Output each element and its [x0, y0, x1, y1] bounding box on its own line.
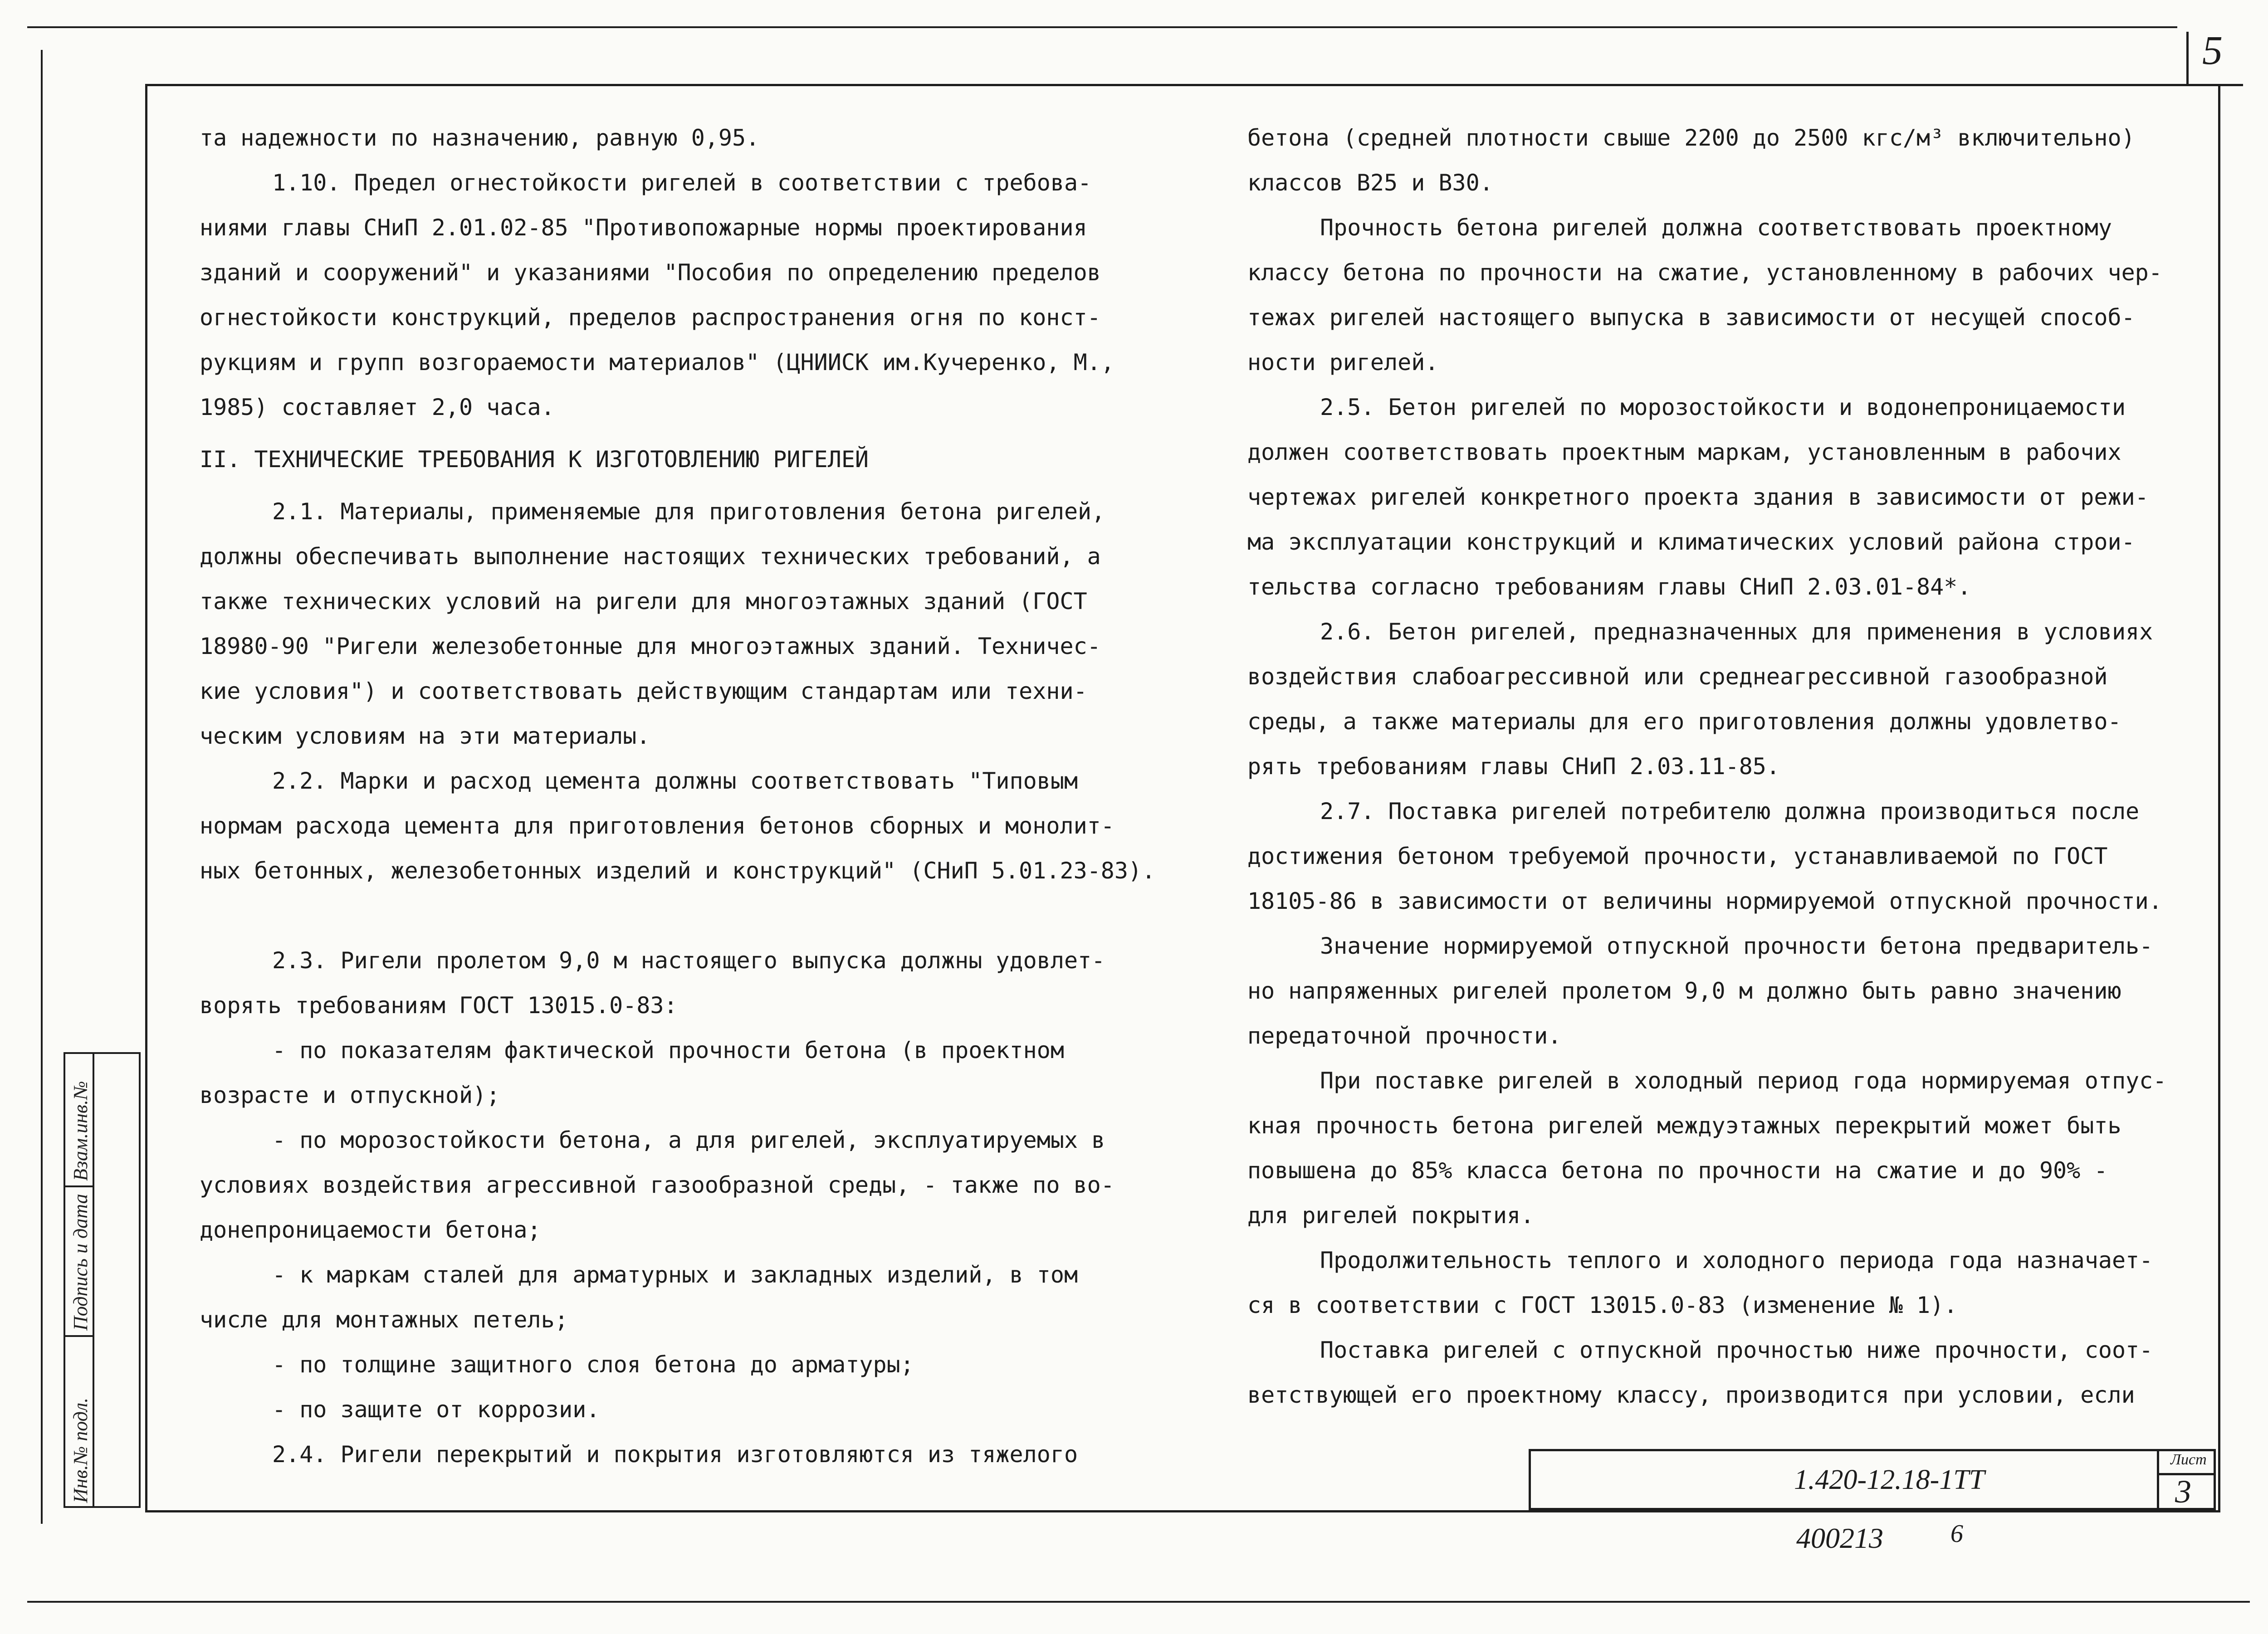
- title-block-divider: [2157, 1451, 2159, 1510]
- text-line: классу бетона по прочности на сжатие, установленному в рабочих чер-: [1247, 259, 2162, 286]
- side-stamp-inv: Инв.№ подл.: [69, 1397, 92, 1503]
- text-line: ся в соответствии с ГОСТ 13015.0-83 (изменение № 1).: [1247, 1292, 1958, 1318]
- archive-page: 6: [1950, 1520, 1963, 1548]
- text-line: ных бетонных, железобетонных изделий и конструкций" (СНиП 5.01.23-83).: [200, 858, 1156, 884]
- text-line: ворять требованиям ГОСТ 13015.0-83:: [200, 992, 678, 1019]
- title-block: [1529, 1449, 2216, 1510]
- text-line: - по толщине защитного слоя бетона до арматуры;: [272, 1351, 914, 1378]
- side-stamp-replace: Взам.инв.№: [69, 1081, 92, 1181]
- text-line: донепроницаемости бетона;: [200, 1217, 541, 1243]
- page-number: 5: [2202, 28, 2223, 73]
- text-line: - по защите от коррозии.: [272, 1396, 600, 1423]
- archive-code: 400213: [1796, 1522, 1883, 1554]
- text-line: достижения бетоном требуемой прочности, устанавливаемой по ГОСТ: [1247, 843, 2108, 869]
- text-line: - по морозостойкости бетона, а для ригелей, эксплуатируемых в: [272, 1127, 1105, 1153]
- text-line: ветствующей его проектному классу, производится при условии, если: [1247, 1382, 2135, 1408]
- right-column: [1247, 116, 2200, 1467]
- text-line: та надежности по назначению, равную 0,95.: [200, 125, 760, 151]
- text-line: Значение нормируемой отпускной прочности бетона предваритель-: [1320, 933, 2153, 959]
- text-line: 18980-90 "Ригели железобетонные для многоэтажных зданий. Техничес-: [200, 633, 1101, 659]
- top-rule: [27, 26, 2177, 28]
- text-line: повышена до 85% класса бетона по прочности на сжатие и до 90% -: [1247, 1157, 2108, 1184]
- text-line: ма эксплуатации конструкций и климатических условий района строи-: [1247, 529, 2135, 555]
- text-line: среды, а также материалы для его приготовления должны удовлетво-: [1247, 708, 2121, 735]
- text-line: ности ригелей.: [1247, 349, 1439, 376]
- text-line: 2.4. Ригели перекрытий и покрытия изготовляются из тяжелого: [272, 1441, 1078, 1468]
- sheet-label: Лист: [2170, 1451, 2207, 1468]
- text-line: должны обеспечивать выполнение настоящих технических требований, а: [200, 543, 1101, 570]
- left-column: [200, 116, 1156, 1468]
- text-line: но напряженных ригелей пролетом 9,0 м должно быть равно значению: [1247, 978, 2121, 1004]
- text-line: условиях воздействия агрессивной газообразной среды, - также по во-: [200, 1172, 1114, 1198]
- text-line: Поставка ригелей с отпускной прочностью ниже прочности, соот-: [1320, 1337, 2153, 1363]
- text-line: 18105-86 в зависимости от величины нормируемой отпускной прочности.: [1247, 888, 2162, 914]
- text-line: Продолжительность теплого и холодного периода года назначает-: [1320, 1247, 2153, 1273]
- text-line: классов В25 и В30.: [1247, 170, 1493, 196]
- text-line: тельства согласно требованиям главы СНиП 2.03.01-84*.: [1247, 574, 1971, 600]
- text-line: [200, 893, 1152, 938]
- text-line: - по показателям фактической прочности бетона (в проектном: [272, 1037, 1064, 1063]
- text-line: рукциям и групп возгораемости материалов" (ЦНИИСК им.Кучеренко, М.,: [200, 349, 1114, 376]
- text-line: огнестойкости конструкций, пределов распространения огня по конст-: [200, 304, 1101, 331]
- section-heading: II. ТЕХНИЧЕСКИЕ ТРЕБОВАНИЯ К ИЗГОТОВЛЕНИЮ РИГЕЛЕЙ: [200, 446, 869, 473]
- sheet-number: 3: [2175, 1473, 2191, 1510]
- side-stamp: [64, 1052, 141, 1508]
- side-stamp-sep-1: [65, 1185, 93, 1187]
- text-line: 2.5. Бетон ригелей по морозостойкости и водонепроницаемости: [1320, 394, 2126, 420]
- text-line: 2.3. Ригели пролетом 9,0 м настоящего выпуска должны удовлет-: [272, 947, 1105, 974]
- text-line: рять требованиям главы СНиП 2.03.11-85.: [1247, 753, 1780, 780]
- text-line: 2.7. Поставка ригелей потребителю должна производиться после: [1320, 798, 2140, 824]
- side-stamp-divider: [93, 1054, 94, 1507]
- text-line: 1.10. Предел огнестойкости ригелей в соответствии с требова-: [272, 170, 1092, 196]
- text-line: ниями главы СНиП 2.01.02-85 "Противопожарные нормы проектирования: [200, 215, 1087, 241]
- text-line: кие условия") и соответствовать действующим стандартам или техни-: [200, 678, 1087, 704]
- text-line: При поставке ригелей в холодный период года нормируемая отпус-: [1320, 1068, 2167, 1094]
- text-line: также технических условий на ригели для многоэтажных зданий (ГОСТ: [200, 588, 1087, 615]
- text-line: ческим условиям на эти материалы.: [200, 723, 650, 749]
- text-line: 2.2. Марки и расход цемента должны соответствовать "Типовым: [272, 768, 1078, 794]
- text-line: должен соответствовать проектным маркам, установленным в рабочих: [1247, 439, 2121, 465]
- text-line: кная прочность бетона ригелей междуэтажных перекрытий может быть: [1247, 1112, 2121, 1139]
- text-line: 2.6. Бетон ригелей, предназначенных для применения в условиях: [1320, 619, 2153, 645]
- text-line: чертежах ригелей конкретного проекта здания в зависимости от режи-: [1247, 484, 2149, 510]
- text-line: для ригелей покрытия.: [1247, 1202, 1535, 1229]
- text-line: нормам расхода цемента для приготовления бетонов сборных и монолит-: [200, 813, 1114, 839]
- text-line: воздействия слабоагрессивной или среднеагрессивной газообразной: [1247, 663, 2108, 690]
- left-binding-rule: [41, 50, 43, 1524]
- bottom-rule: [27, 1601, 2250, 1603]
- document-code: 1.420-12.18-1ТТ: [1794, 1464, 1985, 1495]
- text-line: зданий и сооружений" и указаниями "Пособия по определению пределов: [200, 259, 1101, 286]
- page-number-box: [2186, 28, 2243, 86]
- text-line: передаточной прочности.: [1247, 1023, 1562, 1049]
- text-line: Прочность бетона ригелей должна соответствовать проектному: [1320, 215, 2112, 241]
- text-line: числе для монтажных петель;: [200, 1307, 568, 1333]
- text-line: бетона (средней плотности свыше 2200 до 2500 кгс/м³ включительно): [1247, 125, 2135, 151]
- text-line: 2.1. Материалы, применяемые для приготовления бетона ригелей,: [272, 498, 1105, 525]
- side-stamp-sign: Подпись и дата: [69, 1194, 92, 1331]
- side-stamp-sep-2: [65, 1335, 93, 1337]
- text-line: 1985) составляет 2,0 часа.: [200, 394, 555, 420]
- text-line: - к маркам сталей для арматурных и закладных изделий, в том: [272, 1262, 1078, 1288]
- text-line: возрасте и отпускной);: [200, 1082, 500, 1108]
- text-line: тежах ригелей настоящего выпуска в зависимости от несущей способ-: [1247, 304, 2135, 331]
